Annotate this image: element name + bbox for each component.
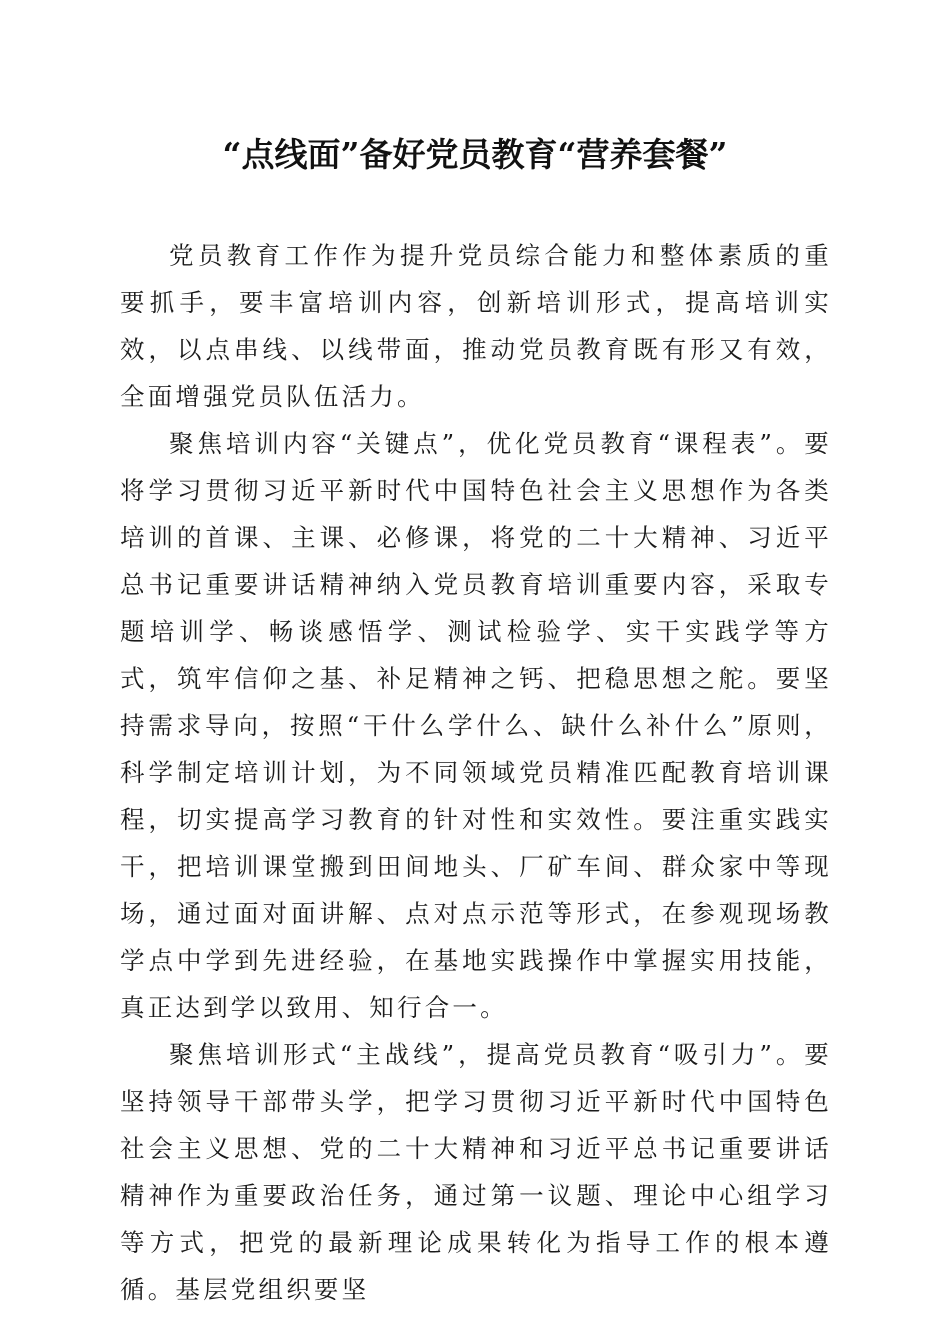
- paragraph-format-main-line: 聚焦培训形式“主战线”，提高党员教育“吸引力”。要坚持领导干部带头学，把学习贯彻习近平新时代中国特色社会主义思想、党的二十大精神和习近平总书记重要讲话精神作为重要政治任务，通过第一议题、理论中心组学习等方式，把党的最新理论成果转化为指导工作的根本遵循。基层党组织要坚: [120, 1040, 832, 1304]
- paragraph-content-key-point: 聚焦培训内容“关键点”，优化党员教育“课程表”。要将学习贯彻习近平新时代中国特色社会主义思想作为各类培训的首课、主课、必修课，将党的二十大精神、习近平总书记重要讲话精神纳入党员教育培训重要内容，采取专题培训学、畅谈感悟学、测试检验学、实干实践学等方式，筑牢信仰之基、补足精神之钙、把稳思想之舵。要坚持需求导向，按照“干什么学什么、缺什么补什么”原则，科学制定培训计划，为不同领域党员精准匹配教育培训课程，切实提高学习教育的针对性和实效性。要注重实践实干，把培训课堂搬到田间地头、厂矿车间、群众家中等现场，通过面对面讲解、点对点示范等形式，在参观现场教学点中学到先进经验，在基地实践操作中掌握实用技能，真正达到学以致用、知行合一。: [120, 429, 832, 1022]
- document-title: “点线面”备好党员教育“营养套餐”: [222, 135, 728, 174]
- document-body: [120, 232, 832, 1313]
- paragraph-intro: 党员教育工作作为提升党员综合能力和整体素质的重要抓手，要丰富培训内容，创新培训形式，提高培训实效，以点串线、以线带面，推动党员教育既有形又有效，全面增强党员队伍活力。: [120, 241, 832, 411]
